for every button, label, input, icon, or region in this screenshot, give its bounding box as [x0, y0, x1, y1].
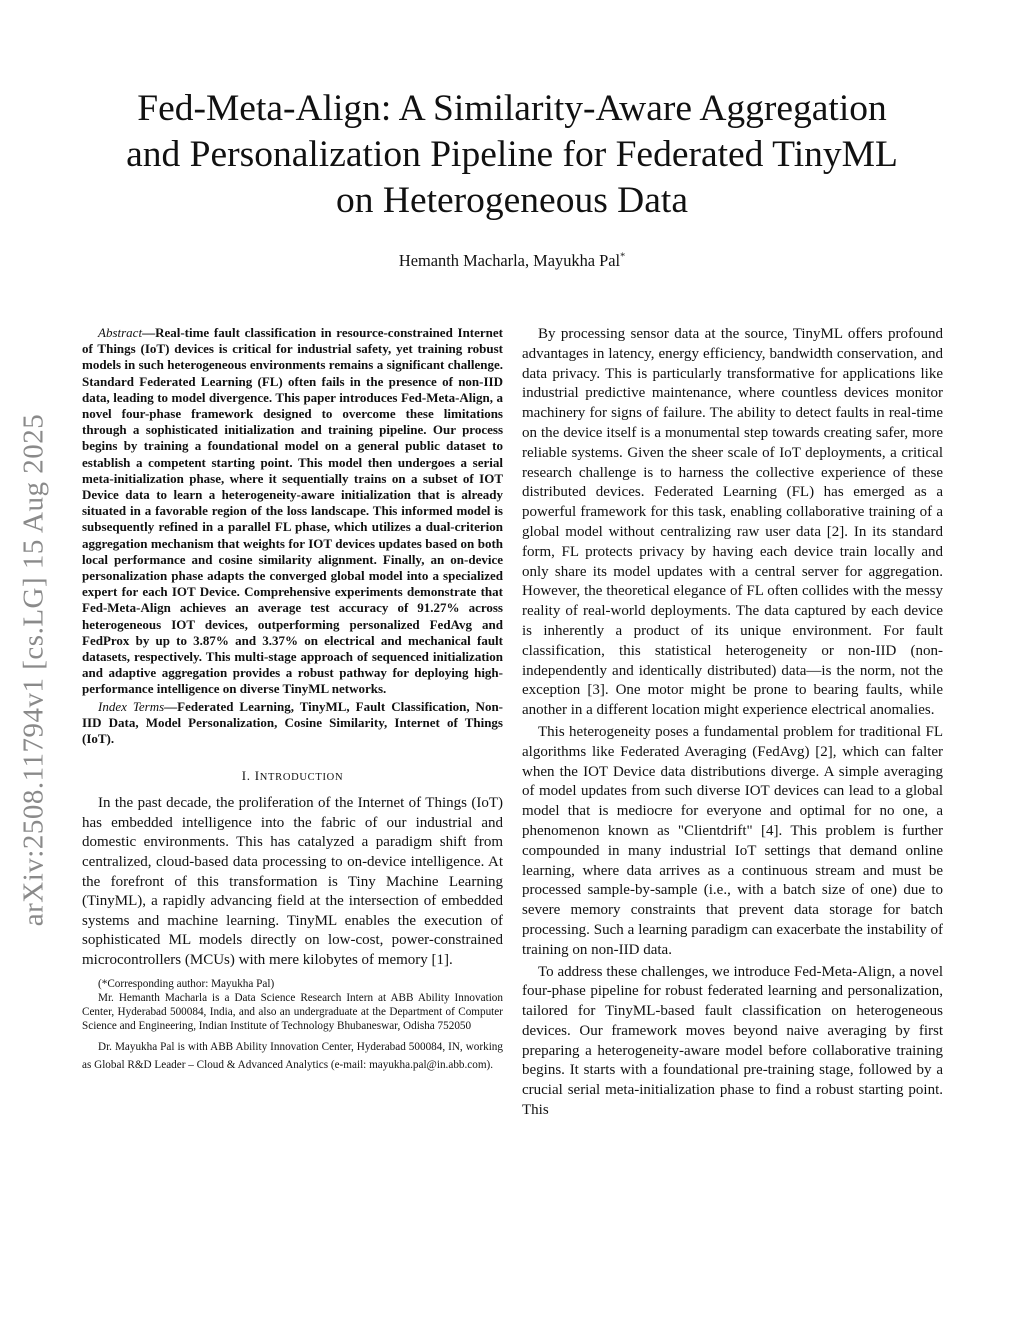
- body-paragraph: By processing sensor data at the source, TinyML offers profound advantages in latency, energy efficiency, bandwidth conservation, and data privacy. This is particularly transformative for applications like industrial predictive maintenance, where countless devices monitor machinery for signs of failure. The ability to detect faults in real-time on the device itself is a monumental step towards creating safer, more reliable systems. Given the sheer scale of IoT deployments, a critical research challenge is to harness the collective experience of these distributed devices. Federated Learning (FL) has emerged as a powerful framework for this task, enabling collaborative training of a global model without centralizing raw user data [2]. In its standard form, FL protects privacy by having each device train locally and only share its model updates with a central server for aggregation. However, the theoretical elegance of FL often collides with the messy reality of real-world deployments. The data captured by each device is inherently a product of its unique environment. For fault classification, this statistical heterogeneity or non-IID (non-independently and identically distributed) data—is the norm, not the exception [3]. One motor might be prone to bearing faults, while another in a different location might experience electrical anomalies.: [522, 326, 943, 719]
- section-numeral: I.: [241, 768, 255, 784]
- author-names: Hemanth Macharla, Mayukha Pal: [398, 251, 621, 270]
- abstract: [82, 325, 503, 747]
- footnote-author-1: Mr. Hemanth Macharla is a Data Science Research Intern at ABB Ability Innovation Center, Hyderabad 500084, India, and also an undergraduate at the Department of Computer Science and Engineering, Indian Institute of Technology Bhubaneswar, Odisha 752050: [82, 991, 503, 1032]
- right-column: [522, 325, 943, 1123]
- section-title-rest: NTRODUCTION: [259, 772, 344, 784]
- footnote-author-2: Dr. Mayukha Pal is with ABB Ability Innovation Center, Hyderabad 500084, IN, working as Global R&D Leader – Cloud & Advanced Analytics (e-mail: mayukha.pal@in.abb.com).: [82, 1040, 503, 1071]
- title-line-1: Fed-Meta-Align: A Similarity-Aware Aggregation: [137, 88, 887, 129]
- abstract-dash: —: [142, 325, 156, 340]
- index-terms-label: Index Terms: [98, 698, 165, 714]
- index-terms-text: Federated Learning, TinyML, Fault Classification, Non-IID Data, Model Personalization, Cosine Similarity, Internet of Things (IoT).: [82, 698, 503, 747]
- section-heading-introduction: [82, 768, 503, 784]
- arxiv-stamp: [4, 370, 64, 970]
- paper-title: [60, 86, 964, 224]
- arxiv-identifier: arXiv:2508.11794v1 [cs.LG] 15 Aug 2025: [17, 413, 50, 927]
- index-terms-dash: —: [164, 698, 178, 714]
- title-line-3: on Heterogeneous Data: [336, 180, 688, 221]
- corresponding-mark: *: [620, 251, 626, 263]
- author-list: [60, 251, 964, 271]
- footnotes: [82, 977, 503, 1074]
- section-initial: I: [254, 768, 260, 784]
- abstract-label: Abstract: [98, 325, 143, 340]
- body-paragraph: This heterogeneity poses a fundamental problem for traditional FL algorithms like Federated Averaging (FedAvg) [2], which can falter when the IOT Device data distributions diverge. A simple averaging of model updates from such diverse IOT devices can lead to a global model that is mediocre for everyone and optimal for no one, a phenomenon known as "Clientdrift" [4]. This problem is further compounded in many industrial IoT settings that demand online learning, where data arrives as a continuous stream and must be processed sample-by-sample (i.e., with a batch size of one) due to severe memory constraints that prevent data storage for batch processing. Such a learning paradigm can exacerbate the instability of training on non-IID data.: [522, 723, 943, 958]
- index-terms: [82, 699, 503, 748]
- body-paragraph: To address these challenges, we introduce Fed-Meta-Align, a novel four-phase pipeline for robust federated learning and personalization, tailored for TinyML-based fault classification on heterogeneous devices. Our framework moves beyond naive averaging by first preparing a heterogeneity-aware model before collaborative training begins. It starts with a foundational pre-training stage, followed by a crucial serial meta-initialization phase to find a robust starting point. This: [522, 963, 943, 1119]
- abstract-text: Real-time fault classification in resource-constrained Internet of Things (IoT) devices is critical for industrial safety, yet training robust models in such heterogeneous environments remains a significant challenge. Standard Federated Learning (FL) often fails in the presence of non-IID data, leading to model divergence. This paper introduces Fed-Meta-Align, a novel four-phase framework designed to overcome these limitations through a sophisticated initialization and training pipeline. Our process begins by training a foundational model on a general public dataset to establish a competent starting point. This model then undergoes a serial meta-initialization phase, where it sequentially trains on a subset of IOT Device data to learn a heterogeneity-aware initialization that is already situated in a favorable region of the loss landscape. This informed model is subsequently refined in a parallel FL phase, which utilizes a dual-criterion aggregation mechanism that weights for IOT devices updates based on both local performance and cosine similarity alignment. Finally, an on-device personalization phase adapts the converged global model into a specialized expert for each IOT Device. Comprehensive experiments demonstrate that Fed-Meta-Align achieves an average test accuracy of 91.27% across heterogeneous IOT devices, outperforming personalized FedAvg and FedProx by up to 3.87% and 3.37% on electrical and mechanical fault datasets, respectively. This multi-stage approach of sequenced initialization and adaptive aggregation provides a robust pathway for deploying high-performance intelligence on diverse TinyML networks.: [82, 325, 503, 697]
- footnote-corresponding: (*Corresponding author: Mayukha Pal): [98, 977, 275, 990]
- left-column: [82, 325, 503, 1074]
- title-line-2: and Personalization Pipeline for Federated TinyML: [126, 134, 898, 175]
- intro-paragraph: In the past decade, the proliferation of the Internet of Things (IoT) has embedded intelligence into the fabric of our industrial and domestic environments. This has catalyzed a paradigm shift from centralized, cloud-based data processing to on-device intelligence. At the forefront of this transformation is Tiny Machine Learning (TinyML), a rapidly advancing field at the intersection of embedded systems and machine learning. TinyML enables the execution of sophisticated ML models directly on low-cost, power-constrained microcontrollers (MCUs) with mere kilobytes of memory [1].: [82, 795, 503, 969]
